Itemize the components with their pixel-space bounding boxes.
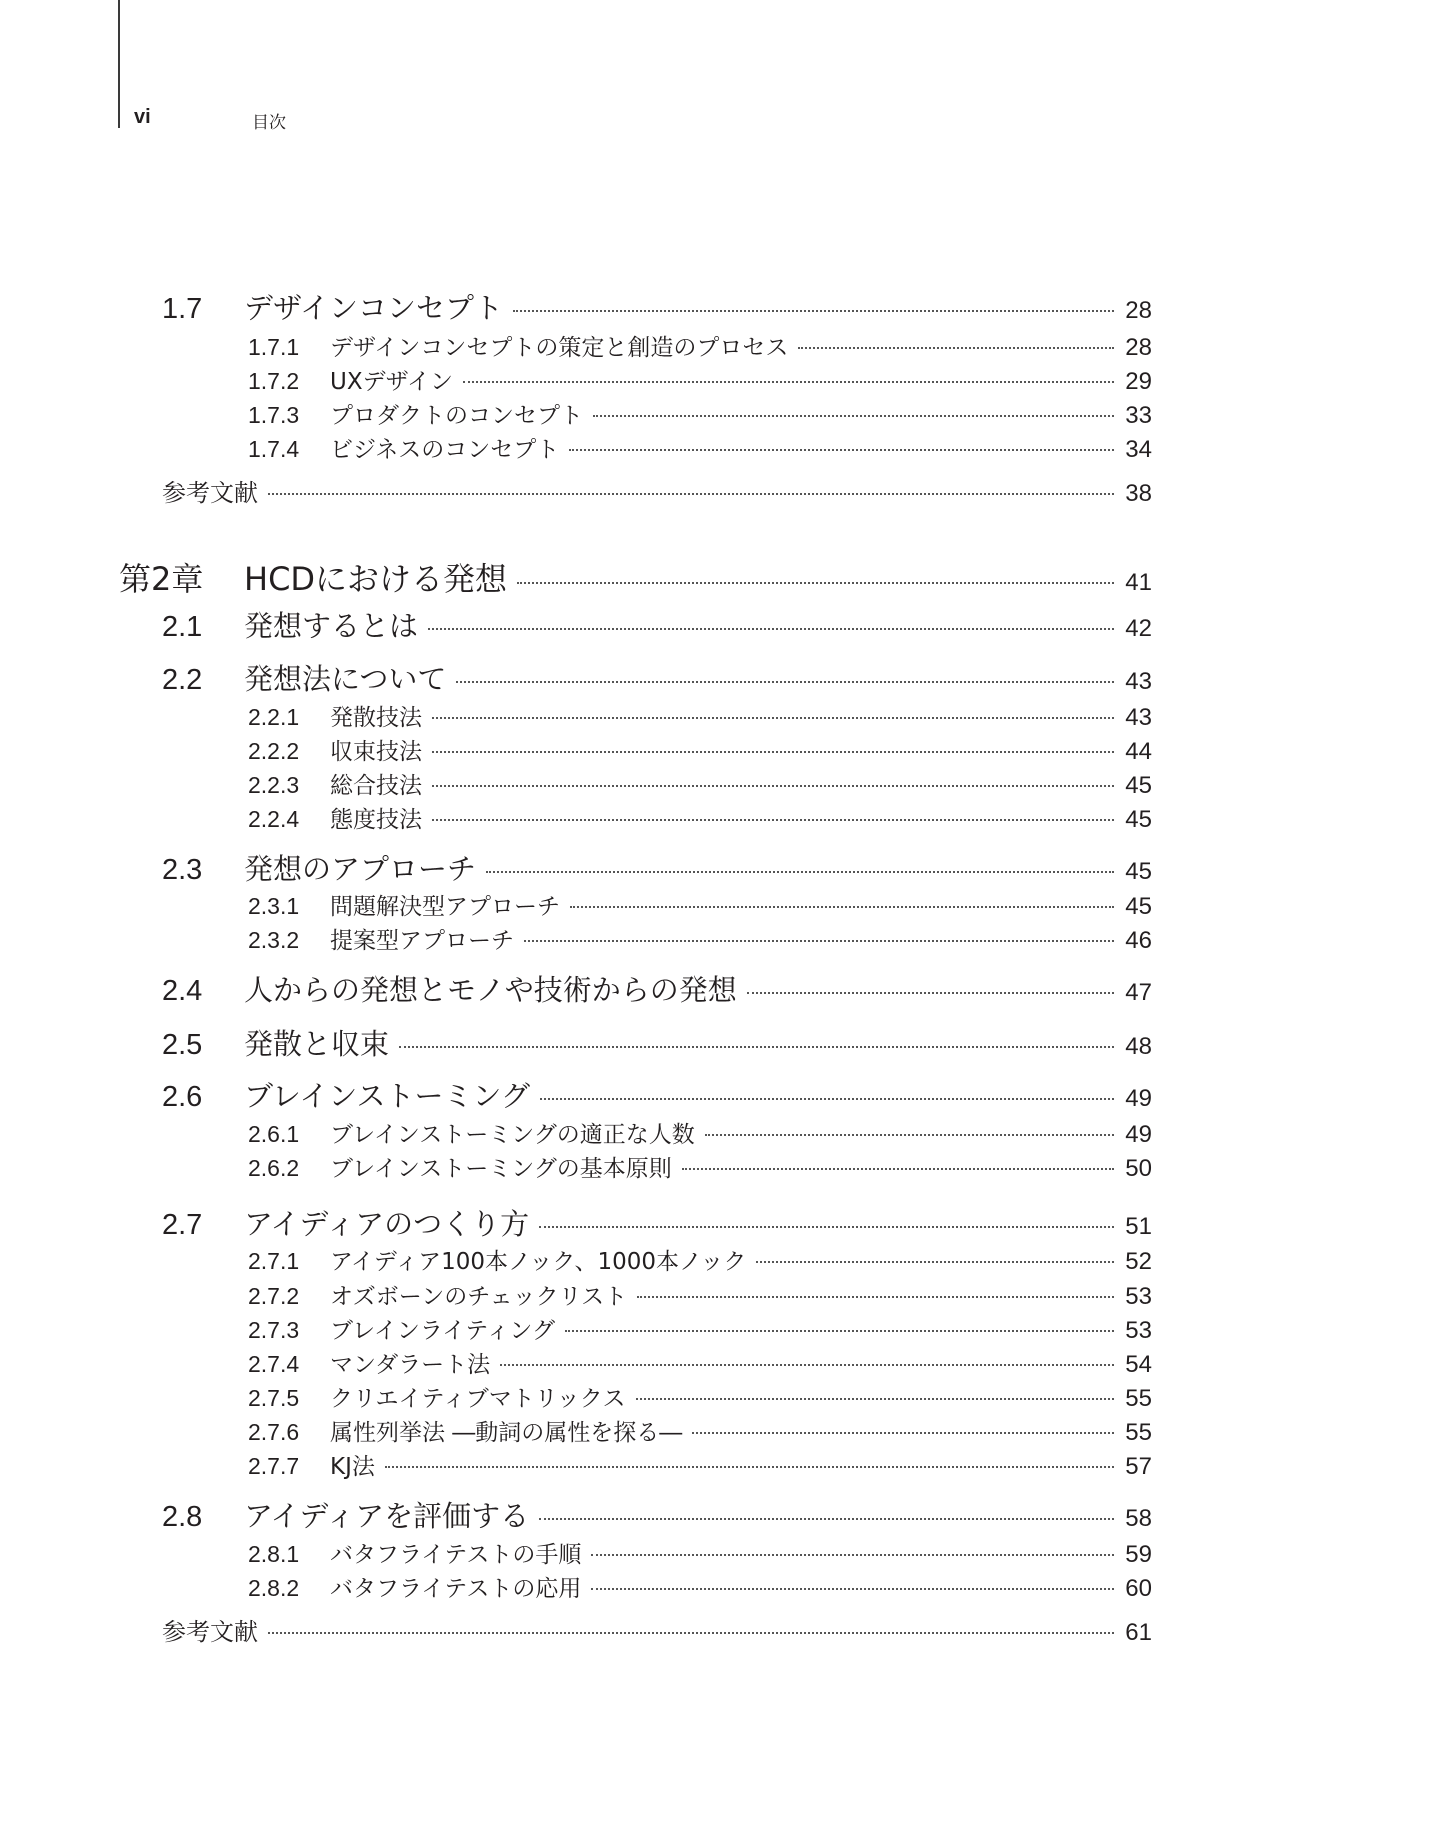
dot-leader: [591, 1554, 1114, 1556]
toc-entry-title: 属性列挙法 ―動詞の属性を探る―: [330, 1420, 683, 1446]
toc-entry-title: アイディア100本ノック、1000本ノック: [330, 1249, 747, 1275]
toc-entry-title: 発散技法: [330, 705, 422, 731]
toc-entry-sub: [248, 699, 1152, 732]
dot-leader: [539, 1226, 1114, 1228]
toc-entry-number: 2.8.1: [248, 1541, 300, 1567]
toc-entry-page: 29: [1125, 368, 1152, 395]
toc-entry-section: [162, 1202, 1152, 1243]
toc-entry-page: 45: [1125, 806, 1152, 833]
dot-leader: [637, 1296, 1114, 1298]
toc-entry-number: 2.8.2: [248, 1575, 300, 1601]
toc-entry-title: 発想するとは: [244, 609, 419, 643]
dot-leader: [432, 717, 1114, 719]
toc-entry-number: 第2章: [119, 560, 204, 598]
toc-entry-number: 2.2.3: [248, 772, 300, 798]
toc-entry-page: 38: [1125, 480, 1152, 507]
running-head: 目次: [252, 113, 286, 133]
dot-leader: [428, 628, 1114, 630]
toc-entry-section: [162, 1494, 1152, 1535]
dot-leader: [463, 381, 1114, 383]
toc-entry-title: オズボーンのチェックリスト: [330, 1284, 628, 1310]
toc-entry-number: 2.6.2: [248, 1155, 300, 1181]
toc-entry-number: 1.7.4: [248, 436, 300, 462]
dot-leader: [517, 582, 1114, 584]
toc-entry-sub: [248, 329, 1152, 362]
toc-entry-sub: [248, 1536, 1152, 1569]
toc-entry-sub: [248, 1243, 1152, 1276]
toc-entry-number: 2.3.2: [248, 927, 300, 953]
toc-entry-sub: [248, 1570, 1152, 1603]
toc-entry-page: 33: [1125, 402, 1152, 429]
toc-entry-section: [162, 604, 1152, 645]
toc-entry-page: 49: [1125, 1085, 1152, 1112]
toc-entry-page: 55: [1125, 1419, 1152, 1446]
toc-entry-refs: [162, 473, 1152, 508]
toc-entry-page: 61: [1125, 1619, 1152, 1646]
toc-entry-sub: [248, 1380, 1152, 1413]
toc-entry-number: 2.7.4: [248, 1351, 300, 1377]
toc-entry-page: 58: [1125, 1505, 1152, 1532]
toc-entry-sub: [248, 767, 1152, 800]
toc-entry-page: 46: [1125, 927, 1152, 954]
toc-entry-title: バタフライテストの応用: [330, 1576, 582, 1602]
toc-entry-number: 2.7.5: [248, 1385, 300, 1411]
dot-leader: [540, 1098, 1114, 1100]
toc-entry-sub: [248, 397, 1152, 430]
toc-entry-title: クリエイティブマトリックス: [330, 1386, 626, 1412]
toc-entry-sub: [248, 363, 1152, 396]
toc-entry-number: 1.7.2: [248, 368, 300, 394]
toc-entry-number: 2.7.7: [248, 1453, 300, 1479]
toc-entry-title: 総合技法: [330, 773, 422, 799]
toc-entry-title: デザインコンセプト: [244, 291, 503, 325]
toc-entry-page: 47: [1125, 979, 1152, 1006]
toc-entry-refs: [162, 1612, 1152, 1647]
toc-entry-number: 2.1: [162, 611, 203, 643]
toc-entry-page: 53: [1125, 1317, 1152, 1344]
toc-entry-title: 参考文献: [162, 479, 258, 507]
toc-entry-page: 43: [1125, 704, 1152, 731]
toc-entry-page: 54: [1125, 1351, 1152, 1378]
toc-entry-page: 50: [1125, 1155, 1152, 1182]
dot-leader: [636, 1398, 1114, 1400]
dot-leader: [570, 906, 1114, 908]
toc-entry-page: 44: [1125, 738, 1152, 765]
toc-entry-number: 2.2.2: [248, 738, 300, 764]
dot-leader: [500, 1364, 1114, 1366]
toc-entry-number: 2.3: [162, 854, 203, 886]
dot-leader: [565, 1330, 1114, 1332]
toc-entry-section: [162, 847, 1152, 888]
toc-entry-number: 2.8: [162, 1501, 203, 1533]
toc-entry-page: 48: [1125, 1033, 1152, 1060]
dot-leader: [432, 751, 1114, 753]
toc-entry-number: 2.5: [162, 1029, 203, 1061]
toc-entry-title: HCDにおける発想: [244, 560, 508, 598]
dot-leader: [705, 1134, 1114, 1136]
toc-entry-page: 52: [1125, 1248, 1152, 1275]
dot-leader: [385, 1466, 1114, 1468]
dot-leader: [692, 1432, 1114, 1434]
toc-entry-title: 態度技法: [330, 807, 422, 833]
toc-entry-title: KJ法: [330, 1454, 375, 1480]
dot-leader: [456, 681, 1114, 683]
toc-entry-title: バタフライテストの手順: [330, 1542, 582, 1568]
toc-entry-number: 2.7.2: [248, 1283, 300, 1309]
toc-entry-page: 41: [1125, 569, 1152, 596]
toc-entry-sub: [248, 1346, 1152, 1379]
toc-entry-number: 2.7: [162, 1209, 203, 1241]
toc-entry-title: 人からの発想とモノや技術からの発想: [244, 973, 737, 1007]
toc-entry-number: 1.7.3: [248, 402, 300, 428]
toc-entry-title: 収束技法: [330, 739, 422, 765]
toc-entry-title: デザインコンセプトの策定と創造のプロセス: [330, 335, 789, 361]
page-edge-rule: [118, 0, 120, 128]
toc-entry-page: 34: [1125, 436, 1152, 463]
toc-entry-page: 57: [1125, 1453, 1152, 1480]
toc-entry-page: 51: [1125, 1213, 1152, 1240]
toc-entry-page: 59: [1125, 1541, 1152, 1568]
toc-entry-number: 2.2.4: [248, 806, 300, 832]
toc-entry-title: 発散と収束: [244, 1027, 390, 1061]
toc-entry-title: ブレインライティング: [330, 1318, 555, 1344]
toc-entry-number: 2.6: [162, 1081, 203, 1113]
toc-entry-section: [162, 657, 1152, 698]
toc-entry-page: 60: [1125, 1575, 1152, 1602]
toc-entry-page: 28: [1125, 334, 1152, 361]
dot-leader: [432, 819, 1114, 821]
toc-entry-page: 45: [1125, 772, 1152, 799]
toc-entry-title: 参考文献: [162, 1618, 258, 1646]
toc-entry-section: [162, 968, 1152, 1009]
page-number-folio: vi: [134, 106, 151, 128]
dot-leader: [268, 1632, 1114, 1634]
toc-entry-number: 2.7.6: [248, 1419, 300, 1445]
toc-entry-title: ブレインストーミングの適正な人数: [330, 1122, 695, 1148]
toc-entry-number: 2.6.1: [248, 1121, 300, 1147]
dot-leader: [756, 1261, 1114, 1263]
toc-entry-page: 42: [1125, 615, 1152, 642]
dot-leader: [569, 449, 1114, 451]
toc-entry-section: [162, 1022, 1152, 1063]
toc-entry-page: 55: [1125, 1385, 1152, 1412]
toc-entry-title: 提案型アプローチ: [330, 928, 514, 954]
toc-entry-section: [162, 286, 1152, 327]
dot-leader: [268, 493, 1114, 495]
toc-entry-number: 2.7.3: [248, 1317, 300, 1343]
toc-entry-page: 43: [1125, 668, 1152, 695]
dot-leader: [591, 1588, 1114, 1590]
toc-entry-number: 2.3.1: [248, 893, 300, 919]
toc-entry-page: 45: [1125, 858, 1152, 885]
toc-entry-title: 問題解決型アプローチ: [330, 894, 560, 920]
toc-entry-sub: [248, 1414, 1152, 1447]
toc-entry-sub: [248, 1116, 1152, 1149]
toc-entry-sub: [248, 801, 1152, 834]
toc-entry-title: 発想法について: [244, 662, 447, 696]
dot-leader: [432, 785, 1114, 787]
toc-entry-title: UXデザイン: [330, 369, 453, 395]
toc-entry-sub: [248, 431, 1152, 464]
dot-leader: [399, 1046, 1114, 1048]
toc-entry-section: [162, 1074, 1152, 1115]
toc-entry-title: プロダクトのコンセプト: [330, 403, 583, 429]
toc-entry-number: 2.4: [162, 975, 203, 1007]
dot-leader: [682, 1168, 1114, 1170]
dot-leader: [747, 992, 1114, 994]
toc-entry-title: アイディアを評価する: [244, 1499, 530, 1533]
toc-entry-title: 発想のアプローチ: [244, 852, 477, 886]
toc-entry-sub: [248, 1312, 1152, 1345]
toc-entry-sub: [248, 922, 1152, 955]
toc-entry-sub: [248, 1150, 1152, 1183]
toc-entry-number: 2.2: [162, 664, 203, 696]
dot-leader: [539, 1518, 1114, 1520]
toc-entry-number: 1.7.1: [248, 334, 300, 360]
dot-leader: [524, 940, 1114, 942]
toc-entry-title: ブレインストーミングの基本原則: [330, 1156, 672, 1182]
toc-entry-title: ブレインストーミング: [244, 1079, 530, 1113]
dot-leader: [593, 415, 1114, 417]
toc-entry-title: マンダラート法: [330, 1352, 491, 1378]
toc-entry-page: 45: [1125, 893, 1152, 920]
toc-entry-sub: [248, 888, 1152, 921]
toc-entry-sub: [248, 733, 1152, 766]
toc-entry-sub: [248, 1448, 1152, 1481]
dot-leader: [513, 310, 1114, 312]
toc-entry-number: 2.7.1: [248, 1248, 300, 1274]
toc-entry-page: 53: [1125, 1283, 1152, 1310]
dot-leader: [486, 871, 1114, 873]
toc-entry-page: 49: [1125, 1121, 1152, 1148]
toc-entry-page: 28: [1125, 297, 1152, 324]
toc-entry-number: 2.2.1: [248, 704, 300, 730]
toc-entry-sub: [248, 1278, 1152, 1311]
toc-entry-chapter: [119, 554, 1152, 600]
toc-entry-title: ビジネスのコンセプト: [330, 437, 560, 463]
toc-entry-number: 1.7: [162, 293, 203, 325]
toc-entry-title: アイディアのつくり方: [244, 1207, 530, 1241]
dot-leader: [798, 347, 1114, 349]
